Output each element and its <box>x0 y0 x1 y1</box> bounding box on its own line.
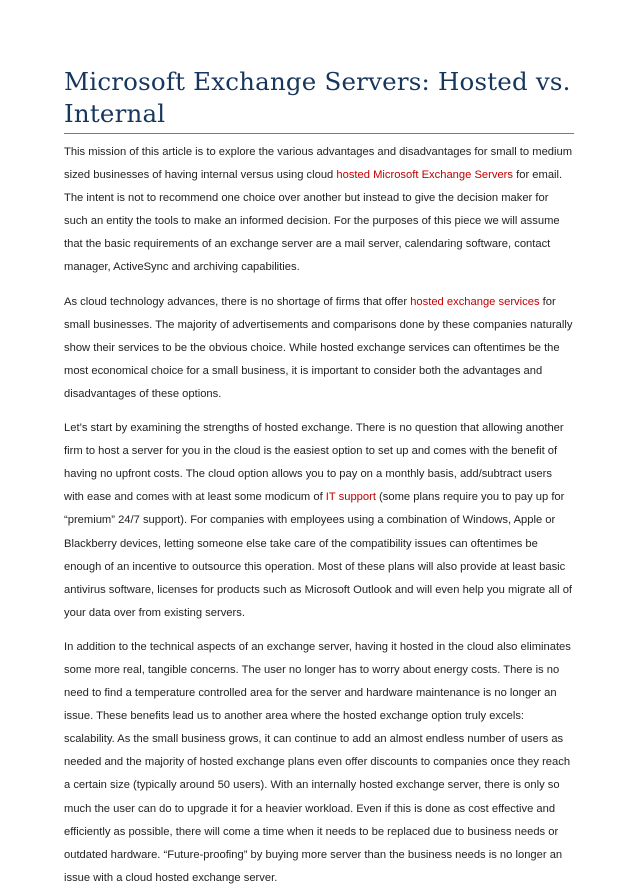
paragraph-4-text: In addition to the technical aspects of an exchange server, having it hosted in the cloud also eliminates some more real, tangible concerns. The user no longer has to worry about energy costs. There is no need to find a temperature controlled area for the server and hardware maintenance is no longer an issue. These benefits lead us to another area where the hosted exchange option truly excels: scalability. As the small business grows, it can continue to add an almost endless number of users as needed and the majority of hosted exchange plans even offer discounts to companies once they reach a certain size (typically around 50 users). With an internally hosted exchange server, there is only so much the user can do to upgrade it for a heavier workload. Even if this is done as cost effective and efficiently as possible, there will come a time when it needs to be replaced due to business needs or outdated hardware. “Future-proofing” by buying more server than the business needs is no longer an issue with a cloud hosted exchange server. <box>64 640 571 884</box>
document-page <box>64 66 574 890</box>
paragraph-2-text-after: for small businesses. The majority of advertisements and comparisons done by these companies naturally show their services to be the obvious choice. While hosted exchange services can oftentimes be the most economical choice for a small business, it is important to consider both the advantages and disadvantages of these options. <box>64 295 573 400</box>
paragraph-2-text-before: As cloud technology advances, there is no shortage of firms that offer <box>64 295 411 308</box>
paragraph-4 <box>64 636 574 890</box>
document-body <box>64 141 574 890</box>
link-it-support[interactable]: IT support <box>325 491 376 504</box>
link-hosted-microsoft-exchange-servers[interactable]: hosted Microsoft Exchange Servers <box>336 169 513 182</box>
paragraph-3-text-after: (some plans require you to pay up for “premium” 24/7 support). For companies with employees using a combination of Windows, Apple or Blackberry devices, letting someone else take care of the compatibility issues can oftentimes be enough of an incentive to outsource this operation. Most of these plans will also provide at least basic antivirus software, licenses for products such as Microsoft Outlook and will even help you migrate all of your data over from existing servers. <box>64 491 573 619</box>
paragraph-3 <box>64 417 574 625</box>
link-hosted-exchange-services[interactable]: hosted exchange services <box>410 295 540 308</box>
document-title: Microsoft Exchange Servers: Hosted vs. Internal <box>64 66 574 134</box>
paragraph-2 <box>64 291 574 406</box>
paragraph-3-text-before: Let’s start by examining the strengths of hosted exchange. There is no question that allowing another firm to host a server for you in the cloud is the easiest option to set up and comes with the benefit of having no upfront costs. The cloud option allows you to pay on a monthly basis, add/subtract users with ease and comes with at least some modicum of <box>64 422 564 504</box>
paragraph-1-text-before: This mission of this article is to explore the various advantages and disadvantages for small to medium sized businesses of having internal versus using cloud <box>64 146 573 182</box>
paragraph-1-text-after: for email. The intent is not to recommend one choice over another but instead to give the decision maker for such an entity the tools to make an informed decision. For the purposes of this piece we will assume that the basic requirements of an exchange server are a mail server, calendaring software, contact manager, ActiveSync and archiving capabilities. <box>64 169 563 274</box>
paragraph-1 <box>64 141 574 280</box>
